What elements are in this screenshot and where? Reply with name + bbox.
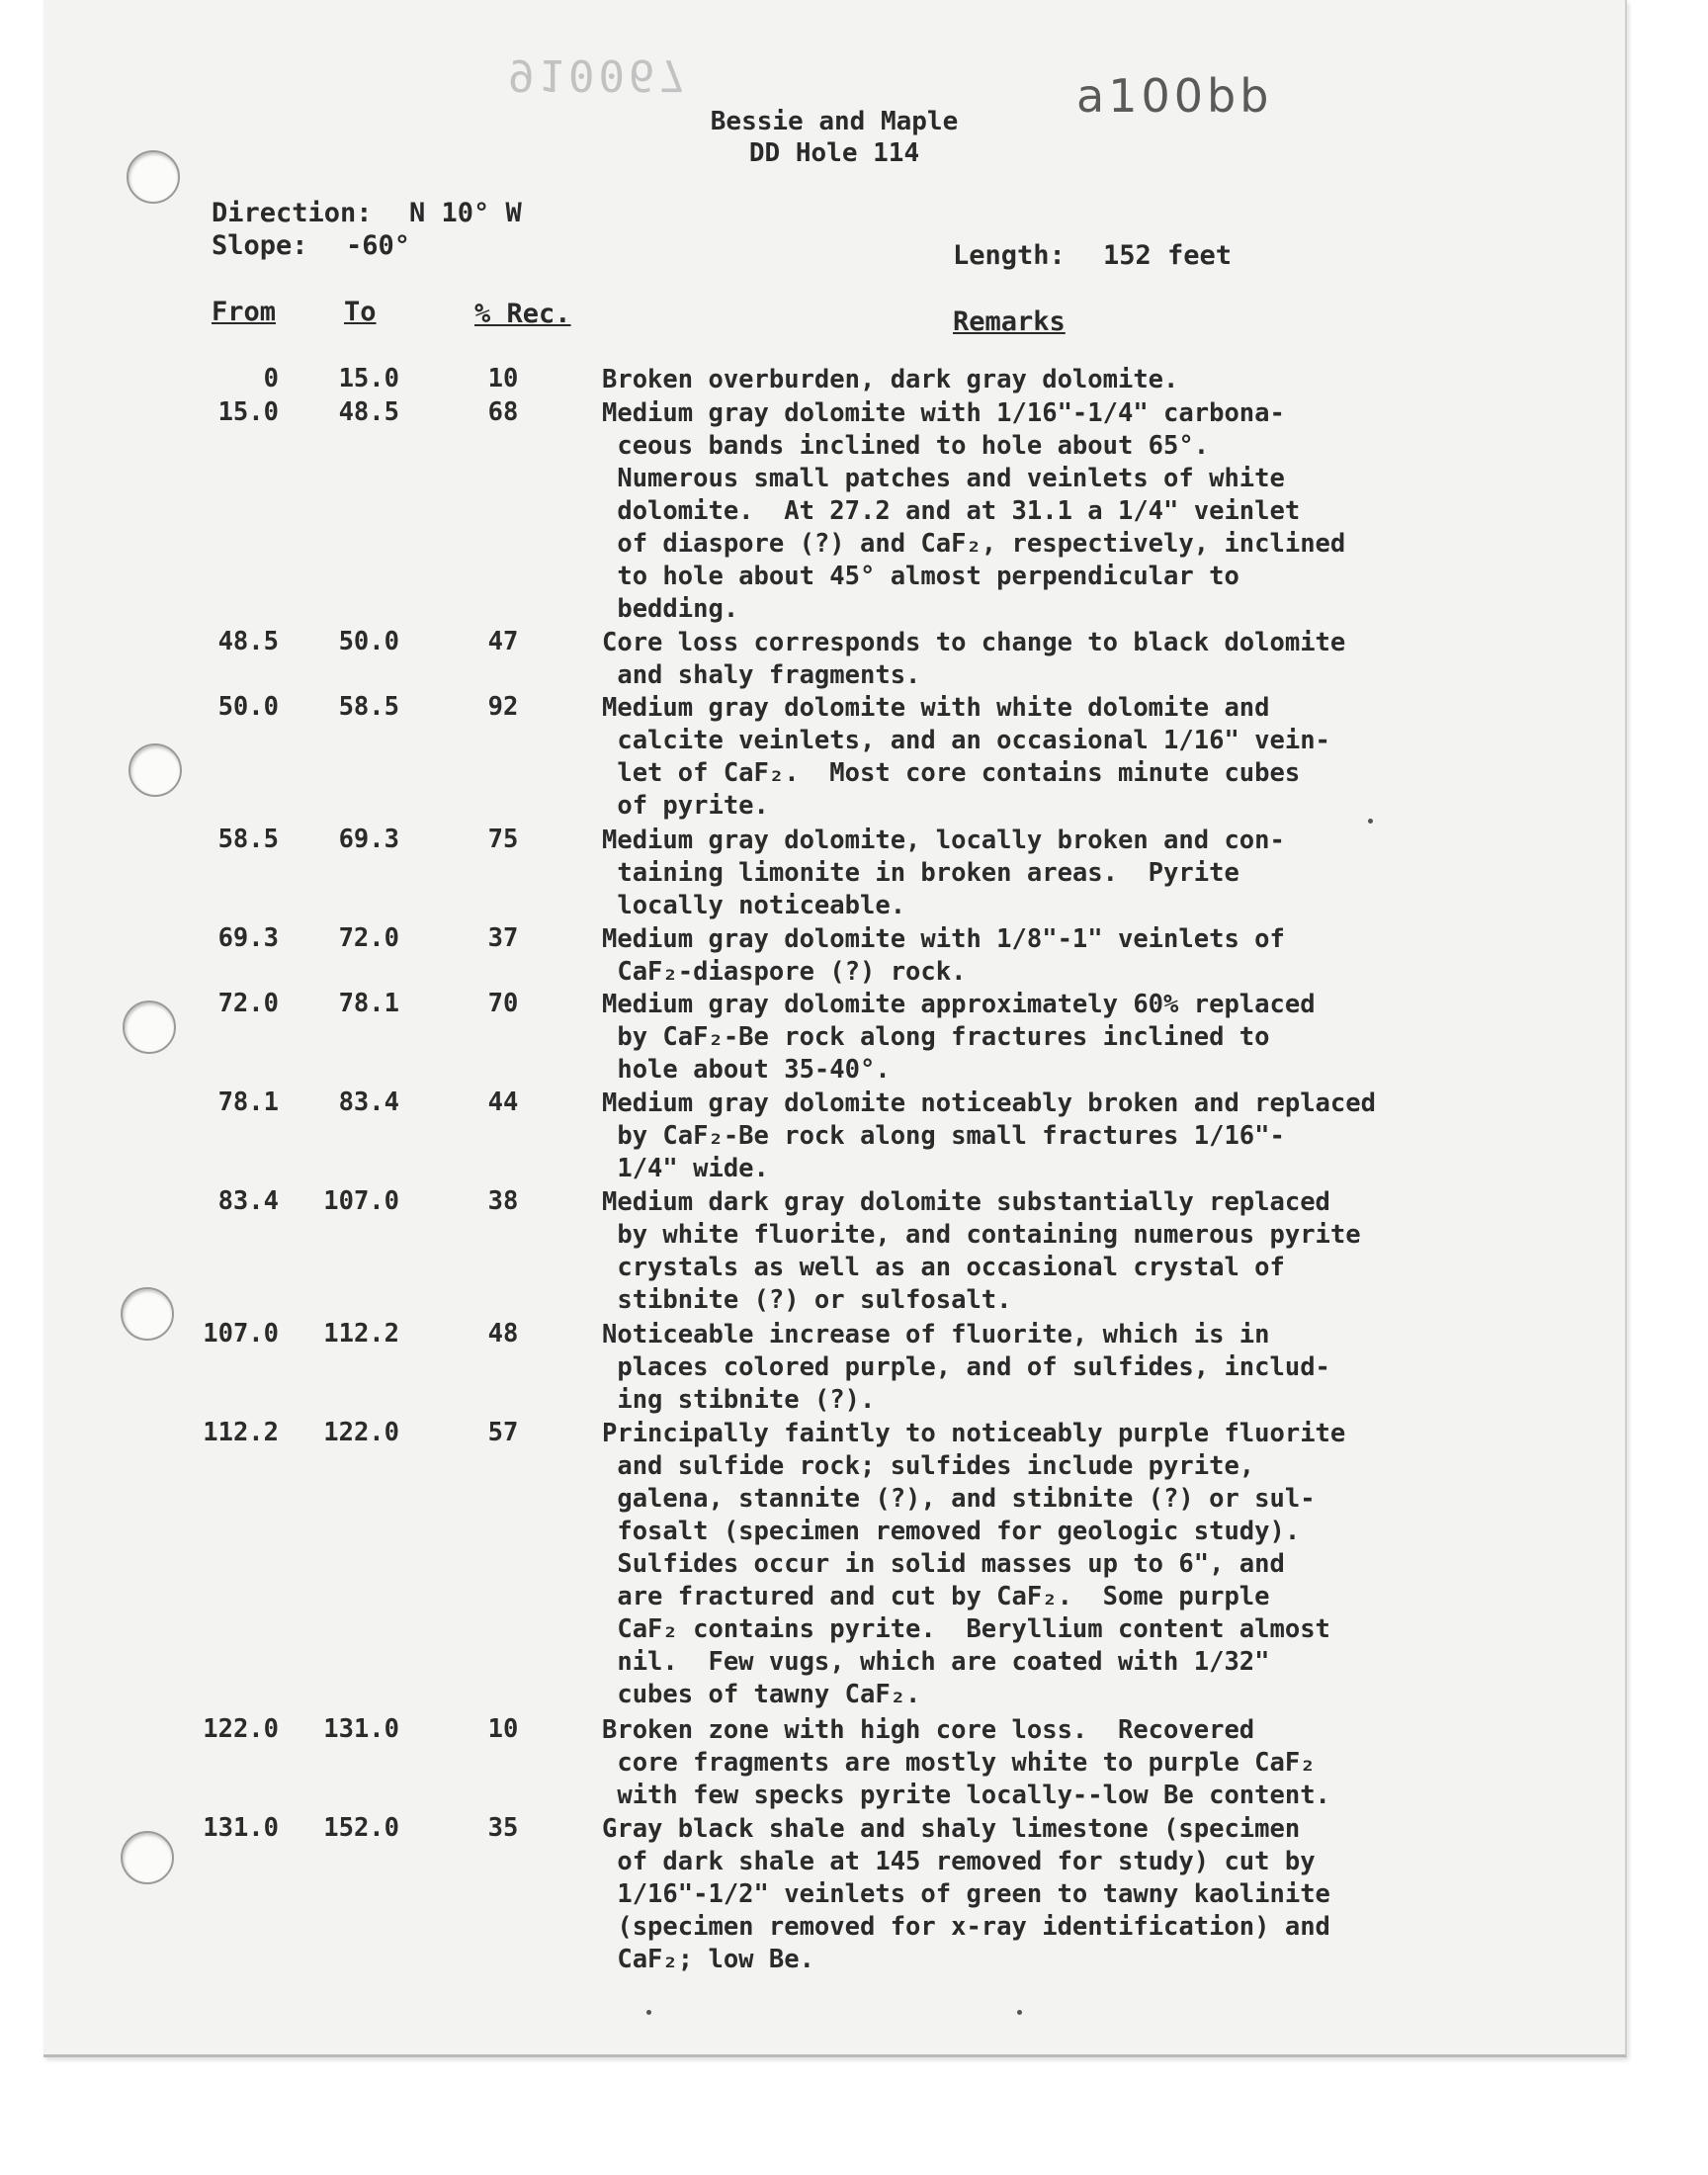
cell-from: 83.4 bbox=[217, 1186, 279, 1216]
cell-to: 122.0 bbox=[323, 1418, 399, 1447]
cell-to: 15.0 bbox=[338, 364, 399, 393]
cell-recovery: 48 bbox=[487, 1319, 519, 1348]
cell-recovery: 75 bbox=[487, 825, 519, 854]
length-value: 152 feet bbox=[1103, 240, 1233, 271]
cell-recovery: 10 bbox=[487, 364, 519, 393]
cell-from: 72.0 bbox=[217, 989, 279, 1018]
cell-to: 152.0 bbox=[323, 1813, 399, 1843]
cell-recovery: 10 bbox=[487, 1714, 519, 1744]
cell-to: 48.5 bbox=[338, 397, 399, 427]
cell-recovery: 38 bbox=[487, 1186, 519, 1216]
document-page bbox=[43, 0, 1627, 2057]
cell-to: 107.0 bbox=[323, 1186, 399, 1216]
column-header-from: From bbox=[212, 297, 277, 327]
cell-recovery: 44 bbox=[487, 1088, 519, 1117]
cell-from: 131.0 bbox=[203, 1813, 279, 1843]
cell-to: 131.0 bbox=[323, 1714, 399, 1744]
cell-recovery: 68 bbox=[487, 397, 519, 427]
cell-from: 78.1 bbox=[217, 1088, 279, 1117]
column-header-to: To bbox=[344, 297, 377, 327]
cell-to: 72.0 bbox=[338, 923, 399, 953]
cell-from: 112.2 bbox=[203, 1418, 279, 1447]
cell-to: 69.3 bbox=[338, 825, 399, 854]
punch-hole bbox=[128, 743, 182, 797]
cell-remarks: Noticeable increase of fluorite, which is in places colored purple, and of sulfides, includ- ing stibnite (?). bbox=[602, 1320, 1330, 1415]
cell-remarks: Gray black shale and shaly limestone (specimen of dark shale at 145 removed for study) cut by 1/16"-1/2" veinlets of green to tawny kaolinite (specimen removed for x-ray identification) and CaF₂; low Be. bbox=[602, 1814, 1330, 1974]
cell-remarks: Medium gray dolomite with 1/16"-1/4" carbona- ceous bands inclined to hole about 65°. Numerous small patches and veinlets of white dolomite. At 27.2 and at 31.1 a 1/4" veinlet of diaspore (?) and CaF₂, respectively, inclined to hole about 45° almost perpendicular to bedding. bbox=[602, 398, 1346, 624]
cell-remarks: Medium gray dolomite noticeably broken and replaced by CaF₂-Be rock along small fractures 1/16"- 1/4" wide. bbox=[602, 1088, 1376, 1183]
cell-recovery: 70 bbox=[487, 989, 519, 1018]
cell-remarks: Broken overburden, dark gray dolomite. bbox=[602, 365, 1179, 394]
speck bbox=[1017, 2010, 1022, 2015]
cell-from: 107.0 bbox=[203, 1319, 279, 1348]
cell-recovery: 37 bbox=[487, 923, 519, 953]
cell-remarks: Medium gray dolomite with 1/8"-1" veinlets of CaF₂-diaspore (?) rock. bbox=[602, 924, 1285, 987]
cell-recovery: 92 bbox=[487, 692, 519, 722]
cell-remarks: Broken zone with high core loss. Recovered core fragments are mostly white to purple CaF₂ with few specks pyrite locally--low Be content. bbox=[602, 1715, 1330, 1810]
speck bbox=[1368, 819, 1373, 824]
cell-to: 50.0 bbox=[338, 627, 399, 656]
bleed-through-number: 910067 bbox=[508, 49, 689, 100]
cell-to: 112.2 bbox=[323, 1319, 399, 1348]
cell-recovery: 57 bbox=[487, 1418, 519, 1447]
cell-remarks: Medium gray dolomite approximately 60% replaced by CaF₂-Be rock along fractures inclined to hole about 35-40°. bbox=[602, 990, 1316, 1085]
cell-from: 58.5 bbox=[217, 825, 279, 854]
cell-from: 15.0 bbox=[217, 397, 279, 427]
slope-label: Slope: bbox=[212, 230, 308, 261]
slope-value: -60° bbox=[346, 230, 411, 261]
cell-remarks: Medium gray dolomite, locally broken and con- taining limonite in broken areas. Pyrite locally noticeable. bbox=[602, 826, 1285, 920]
length-label: Length: bbox=[953, 240, 1066, 271]
direction-label: Direction: bbox=[212, 198, 373, 228]
cell-to: 83.4 bbox=[338, 1088, 399, 1117]
cell-recovery: 47 bbox=[487, 627, 519, 656]
handwritten-number: a100bb bbox=[1076, 69, 1273, 123]
speck bbox=[646, 2010, 651, 2015]
direction-value: N 10° W bbox=[409, 198, 522, 228]
cell-remarks: Core loss corresponds to change to black dolomite and shaly fragments. bbox=[602, 628, 1346, 690]
cell-to: 78.1 bbox=[338, 989, 399, 1018]
cell-remarks: Medium gray dolomite with white dolomite and calcite veinlets, and an occasional 1/16" vein- let of CaF₂. Most core contains minute cubes of pyrite. bbox=[602, 693, 1330, 821]
cell-from: 122.0 bbox=[203, 1714, 279, 1744]
cell-from: 48.5 bbox=[217, 627, 279, 656]
cell-from: 69.3 bbox=[217, 923, 279, 953]
cell-recovery: 35 bbox=[487, 1813, 519, 1843]
cell-from: 50.0 bbox=[217, 692, 279, 722]
column-header-rec: % Rec. bbox=[474, 299, 571, 329]
title-line-1: Bessie and Maple bbox=[710, 107, 959, 136]
column-header-remarks: Remarks bbox=[953, 306, 1066, 337]
cell-remarks: Principally faintly to noticeably purple fluorite and sulfide rock; sulfides include pyrite, galena, stannite (?), and stibnite (?) or sul- fosalt (specimen removed for geologic study). Sulfides occur in solid masses up to 6", and are fractured and cut by CaF₂. Some purple CaF₂ contains pyrite. Beryllium content almost nil. Few vugs, which are coated with 1/32" cubes of tawny CaF₂. bbox=[602, 1419, 1346, 1709]
cell-remarks: Medium dark gray dolomite substantially replaced by white fluorite, and containing numerous pyrite crystals as well as an occasional crystal of stibnite (?) or sulfosalt. bbox=[602, 1187, 1361, 1315]
cell-from: 0 bbox=[263, 364, 279, 393]
cell-to: 58.5 bbox=[338, 692, 399, 722]
title-line-2: DD Hole 114 bbox=[748, 138, 920, 168]
